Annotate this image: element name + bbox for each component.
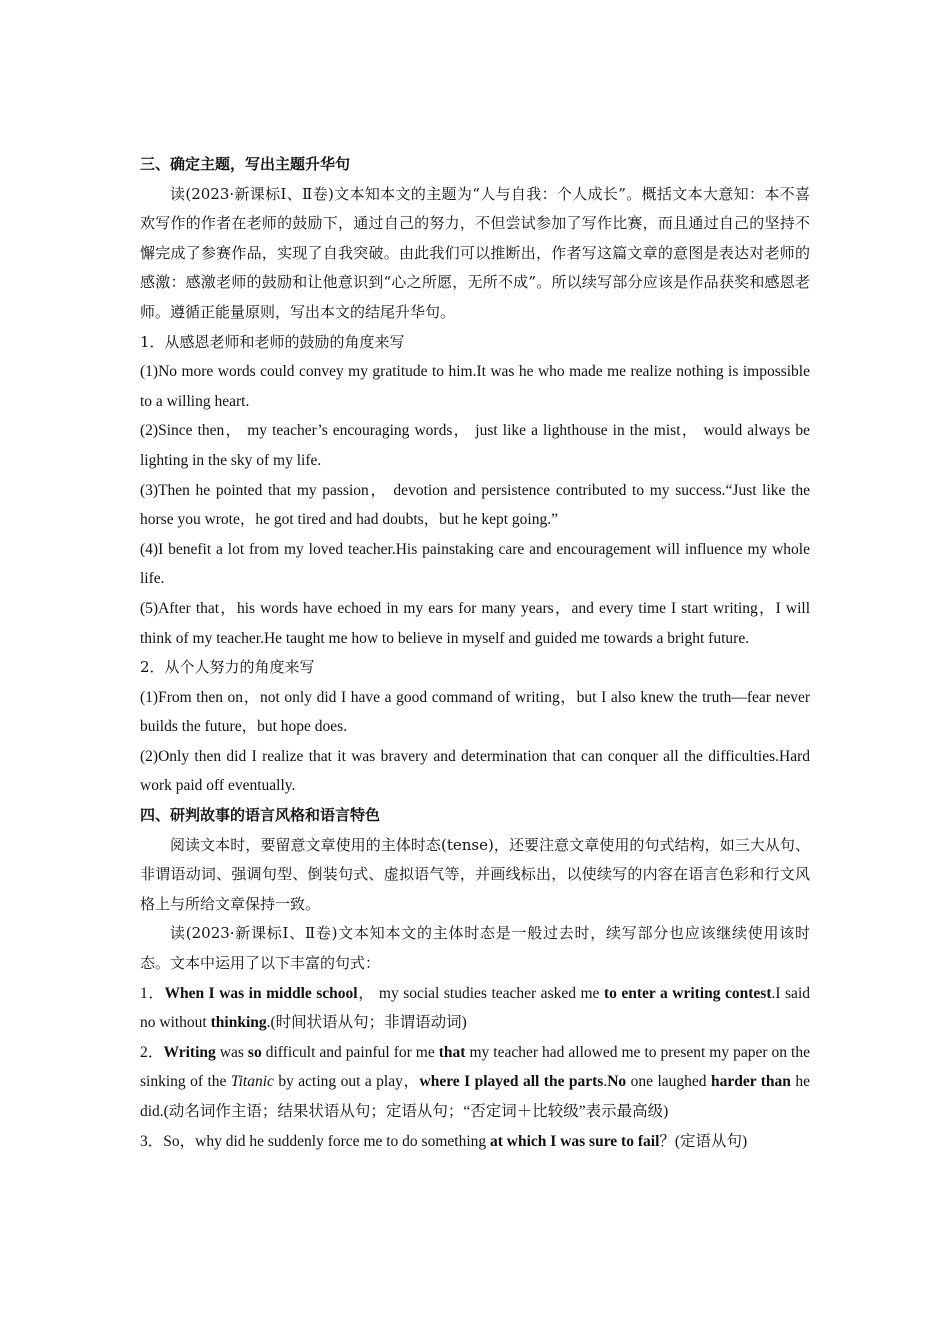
example-number: 3． [140, 1132, 164, 1150]
section-heading-3: 三、确定主题，写出主题升华句 [140, 155, 351, 173]
example-number: 2． [140, 1043, 164, 1061]
text-run: by acting out a play， [273, 1073, 420, 1091]
bold-phrase: at which I was sure to fail [490, 1132, 660, 1150]
text-run: one laughed [626, 1073, 711, 1091]
part1-item: (1)No more words could convey my gratitude to him.It was he who made me realize nothing is impossible to a willing heart. [140, 363, 810, 410]
bold-phrase: that [438, 1043, 466, 1061]
text-run: was [215, 1043, 248, 1061]
bold-phrase: thinking [210, 1014, 267, 1032]
part1-title: 1．从感恩老师和老师的鼓励的角度来写 [140, 332, 405, 351]
italic-title: Titanic [230, 1073, 274, 1091]
bold-phrase: where I played all the parts [419, 1073, 604, 1091]
example-sentence-3 [140, 1127, 810, 1157]
section4-para2: 读(2023·新课标Ⅰ、Ⅱ卷)文本知本文的主体时态是一般过去时，续写部分也应该继续使用该时态。文本中运用了以下丰富的句式： [140, 924, 810, 973]
text-run: ？(定语从句) [659, 1132, 748, 1150]
part2-item: (1)From then on，not only did I have a good command of writing，but I also knew the truth—fear never builds the future，but hope does. [140, 688, 810, 736]
text-run: he did.(动名词作主语；结果状语从句；定语从句；“否定词＋比较级”表示最高级) [140, 1073, 810, 1120]
example-sentence-1 [140, 979, 810, 1038]
example-number: 1． [140, 984, 165, 1002]
bold-phrase: No [607, 1073, 627, 1091]
part2-title: 2．从个人努力的角度来写 [140, 658, 315, 677]
bold-phrase: to enter a writing contest [603, 984, 772, 1002]
part1-item: (2)Since then， my teacher’s encouraging words， just like a lighthouse in the mist， would always be lighting in the sky of my life. [140, 422, 810, 469]
part1-item: (3)Then he pointed that my passion， devotion and persistence contributed to my success.“Just like the horse you wrote，he got tired and had doubts，but he kept going.” [140, 481, 810, 529]
example-sentence-2 [140, 1038, 810, 1127]
bold-phrase: harder than [710, 1073, 791, 1091]
part2-item: (2)Only then did I realize that it was bravery and determination that can conquer all the difficulties.Hard work paid off eventually. [140, 747, 810, 795]
part1-item: (4)I benefit a lot from my loved teacher.His painstaking care and encouragement will influence my whole life. [140, 540, 810, 588]
part1-item: (5)After that，his words have echoed in my ears for many years，and every time I start writing，I will think of my teacher.He taught me how to believe in myself and guided me towards a bright future. [140, 599, 810, 647]
text-run: .I said no without [140, 984, 810, 1032]
text-run: . [603, 1073, 608, 1091]
document-page [140, 150, 810, 1156]
bold-phrase: Writing [163, 1043, 216, 1061]
section-heading-4: 四、研判故事的语言风格和语言特色 [140, 806, 381, 825]
text-run: So，why did he suddenly force me to do something [163, 1132, 491, 1150]
bold-phrase: so [247, 1043, 262, 1061]
text-run: my teacher had allowed me to present my paper on the sinking of the [140, 1043, 810, 1091]
text-run: difficult and painful for me [261, 1043, 439, 1061]
section3-intro: 读(2023·新课标Ⅰ、Ⅱ卷)文本知本文的主题为“人与自我：个人成长”。概括文本大意知：本不喜欢写作的作者在老师的鼓励下，通过自己的努力，不但尝试参加了写作比赛，而且通过自己的坚持不懈完成了参赛作品，实现了自我突破。由此我们可以推断出，作者写这篇文章的意图是表达对老师的感激：感激老师的鼓励和让他意识到“心之所愿，无所不成”。所以续写部分应该是作品获奖和感恩老师。遵循正能量原则，写出本文的结尾升华句。 [140, 184, 810, 321]
text-run: .(时间状语从句；非谓语动词) [266, 1014, 467, 1032]
section4-para1: 阅读文本时，要留意文章使用的主体时态(tense)，还要注意文章使用的句式结构，如三大从句、非谓语动词、强调句型、倒装句式、虚拟语气等，并画线标出，以使续写的内容在语言色彩和行文风格上与所给文章保持一致。 [140, 835, 810, 913]
bold-phrase: When I was in middle school [164, 984, 358, 1002]
text-run: ， my social studies teacher asked me [357, 984, 604, 1002]
